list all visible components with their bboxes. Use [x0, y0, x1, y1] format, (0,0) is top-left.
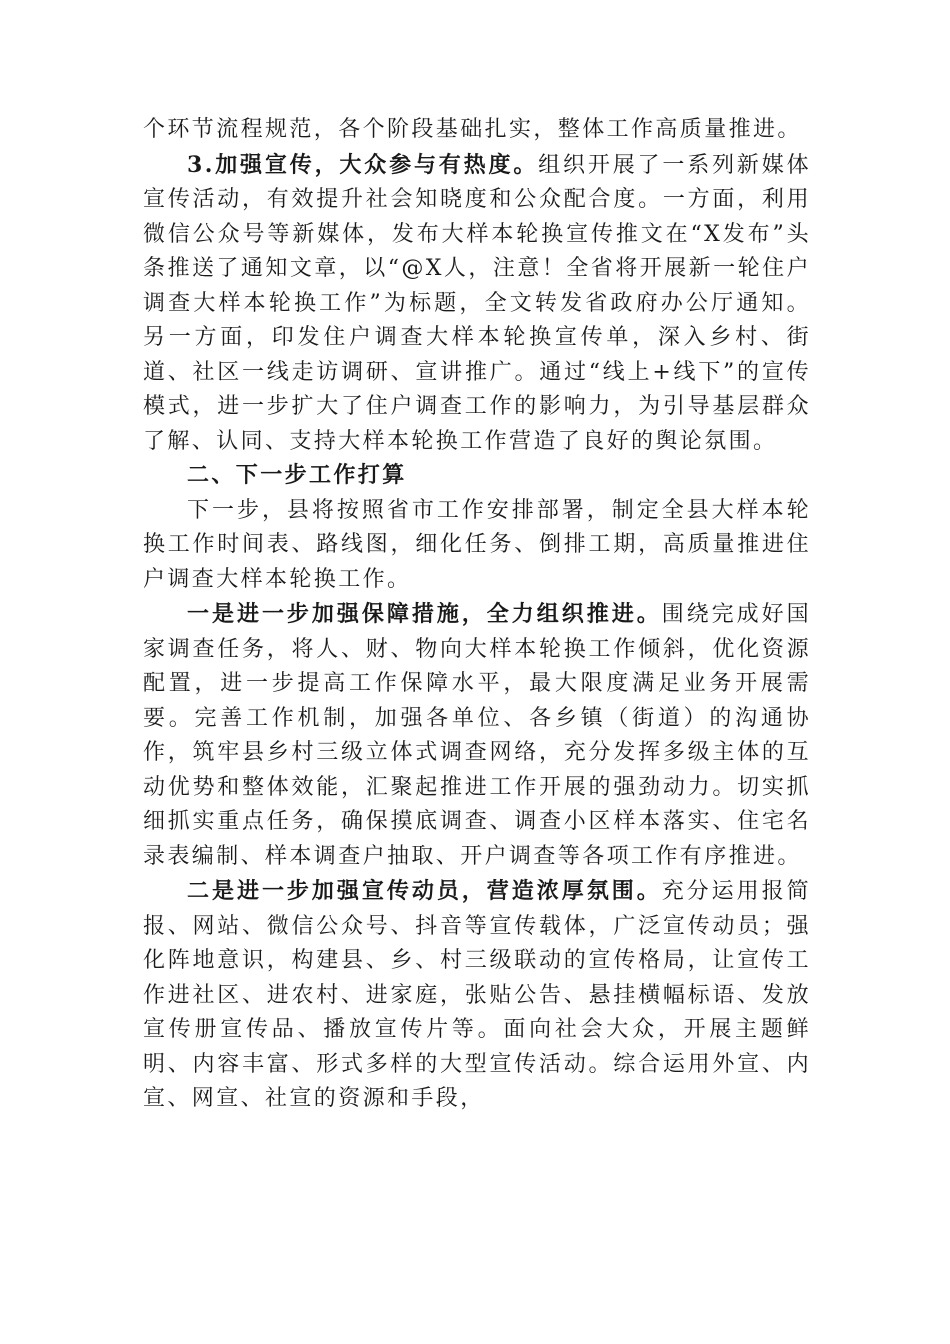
- section-heading: 二、下一步工作打算: [187, 463, 407, 488]
- paragraph-next-step: 下一步，县将按照省市工作安排部署，制定全县大样本轮换工作时间表、路线图，细化任务、倒排工期，高质量推进住户调查大样本轮换工作。: [143, 497, 811, 592]
- paragraph-publicity: [143, 148, 811, 460]
- paragraph-lead: 二是进一步加强宣传动员，营造浓厚氛围。: [187, 878, 662, 904]
- paragraph-text: 组织开展了一系列新媒体宣传活动，有效提升社会知晓度和公众配合度。一方面，利用微信公众号等新媒体，发布大样本轮换宣传推文在“X发布”头条推送了通知文章，以“@X人，注意！全省将开展新一轮住户调查大样本轮换工作”为标题，全文转发省政府办公厅通知。另一方面，印发住户调查大样本轮换宣传单，深入乡村、街道、社区一线走访调研、宣讲推广。通过“线上+线下”的宣传模式，进一步扩大了住户调查工作的影响力，为引导基层群众了解、认同、支持大样本轮换工作营造了良好的舆论氛围。: [143, 152, 811, 454]
- document-body: [143, 113, 811, 1117]
- paragraph-guarantee: [143, 597, 811, 874]
- paragraph-continuation: 个环节流程规范，各个阶段基础扎实，整体工作高质量推进。: [143, 117, 802, 142]
- paragraph-lead: 3.加强宣传，大众参与有热度。: [187, 151, 539, 178]
- paragraph-text: 充分运用报简报、网站、微信公众号、抖音等宣传载体，广泛宣传动员；强化阵地意识，构建县、乡、村三级联动的宣传格局，让宣传工作进社区、进农村、进家庭，张贴公告、悬挂横幅标语、发放宣传册宣传品、播放宣传片等。面向社会大众，开展主题鲜明、内容丰富、形式多样的大型宣传活动。综合运用外宣、内宣、网宣、社宣的资源和手段，: [143, 879, 812, 1111]
- paragraph-text: 围绕完成好国家调查任务，将人、财、物向大样本轮换工作倾斜，优化资源配置，进一步提高工作保障水平，最大限度满足业务开展需要。完善工作机制，加强各单位、各乡镇（街道）的沟通协作，筑牢县乡村三级立体式调查网络，充分发挥多级主体的互动优势和整体效能，汇聚起推进工作开展的强劲动力。切实抓细抓实重点任务，确保摸底调查、调查小区样本落实、住宅名录表编制、样本调查户抽取、开户调查等各项工作有序推进。: [143, 602, 812, 869]
- paragraph-lead: 一是进一步加强保障措施，全力组织推进。: [187, 601, 662, 627]
- paragraph-mobilization: [143, 874, 811, 1117]
